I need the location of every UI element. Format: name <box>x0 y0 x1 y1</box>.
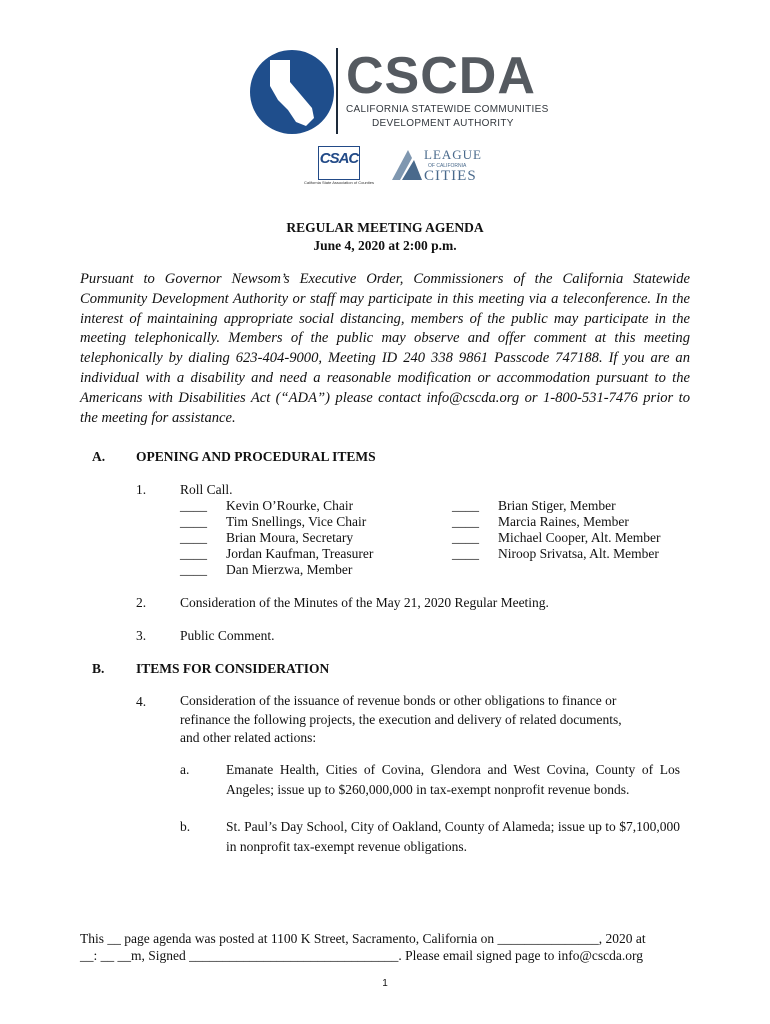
roll-call-blank: ____ <box>452 530 479 545</box>
roll-call-blank: ____ <box>180 562 207 577</box>
logo-subtitle-line2: DEVELOPMENT AUTHORITY <box>372 118 514 129</box>
logo-subtitle-line1: CALIFORNIA STATEWIDE COMMUNITIES <box>346 104 549 115</box>
item-3-text: Public Comment. <box>180 628 275 643</box>
roll-call-member: Tim Snellings, Vice Chair <box>226 514 367 529</box>
roll-call-blank: ____ <box>180 514 207 529</box>
agenda-title: REGULAR MEETING AGENDA <box>286 220 484 235</box>
roll-call-blank: ____ <box>452 546 479 561</box>
teleconference-notice: Pursuant to Governor Newsom’s Executive Order, Commissioners of the California Statewide Community Development Authority or staff may participate in this meeting via a teleconference. In the interest of maintaining appropriate social distancing, members of the public may participate in the meeting telephonically. Members of the public may observe and offer comment at this meeting telephonically by dialing 623-404-9000, Meeting ID 240 338 9861 Passcode 747188. If you are an individual with a disability and need a reasonable modification or accommodation pursuant to the Americans with Disabilities Act (“ADA”) please contact info@cscda.org or 1-800-531-7476 prior to the meeting for assistance. <box>80 271 690 426</box>
item-4a-letter: a. <box>180 762 190 777</box>
roll-call-member: Dan Mierzwa, Member <box>226 562 353 577</box>
roll-call-member: Brian Stiger, Member <box>498 498 616 513</box>
posting-statement-line2: __: __ __m, Signed _______________________________. Please email signed page to info@cscda.org <box>80 948 643 963</box>
roll-call-label: Roll Call. <box>180 482 233 497</box>
item-2-text: Consideration of the Minutes of the May 21, 2020 Regular Meeting. <box>180 595 549 610</box>
roll-call-member: Marcia Raines, Member <box>498 514 629 529</box>
item-4a-text: Emanate Health, Cities of Covina, Glendora and West Covina, County of Los Angeles; issue up to $260,000,000 in tax-exempt nonprofit revenue bonds. <box>226 762 680 797</box>
california-map-icon <box>248 46 338 138</box>
item-4-number: 4. <box>136 694 147 709</box>
page-number: 1 <box>382 978 388 989</box>
logo-wordmark: CSCDA <box>346 47 536 105</box>
league-logo-icon <box>390 148 424 182</box>
roll-call-blank: ____ <box>452 498 479 513</box>
item-2-number: 2. <box>136 595 147 610</box>
section-b-letter: B. <box>92 661 105 676</box>
roll-call-member: Niroop Srivatsa, Alt. Member <box>498 546 659 561</box>
item-4-text: Consideration of the issuance of revenue bonds or other obligations to finance or refinance the following projects, the execution and delivery of related documents, and other related actions: <box>180 693 622 745</box>
agenda-date: June 4, 2020 at 2:00 p.m. <box>313 238 457 253</box>
league-logo-bottom: CITIES <box>424 168 477 184</box>
roll-call-blank: ____ <box>180 546 207 561</box>
roll-call-member: Michael Cooper, Alt. Member <box>498 530 661 545</box>
section-a-title: OPENING AND PROCEDURAL ITEMS <box>136 449 376 464</box>
item-3-number: 3. <box>136 628 147 643</box>
posting-statement-line1: This __ page agenda was posted at 1100 K Street, Sacramento, California on _______________, 2020 at <box>80 931 646 946</box>
roll-call-blank: ____ <box>452 514 479 529</box>
roll-call-blank: ____ <box>180 530 207 545</box>
csac-logo: CSAC <box>319 150 359 167</box>
item-1-number: 1. <box>136 482 147 497</box>
roll-call-member: Kevin O’Rourke, Chair <box>226 498 354 513</box>
csac-tagline: California State Association of Counties <box>303 180 375 185</box>
item-4b-letter: b. <box>180 819 191 834</box>
league-logo-middle: OF CALIFORNIA <box>428 163 467 169</box>
roll-call-member: Brian Moura, Secretary <box>226 530 354 545</box>
league-logo-top: LEAGUE <box>424 147 482 162</box>
item-4b-text: St. Paul’s Day School, City of Oakland, County of Alameda; issue up to $7,100,000 in nonprofit tax-exempt revenue obligations. <box>226 819 680 854</box>
roll-call-member: Jordan Kaufman, Treasurer <box>226 546 374 561</box>
section-b-title: ITEMS FOR CONSIDERATION <box>136 661 330 676</box>
roll-call-blank: ____ <box>180 498 207 513</box>
logo-divider <box>336 48 338 134</box>
section-a-letter: A. <box>92 449 106 464</box>
